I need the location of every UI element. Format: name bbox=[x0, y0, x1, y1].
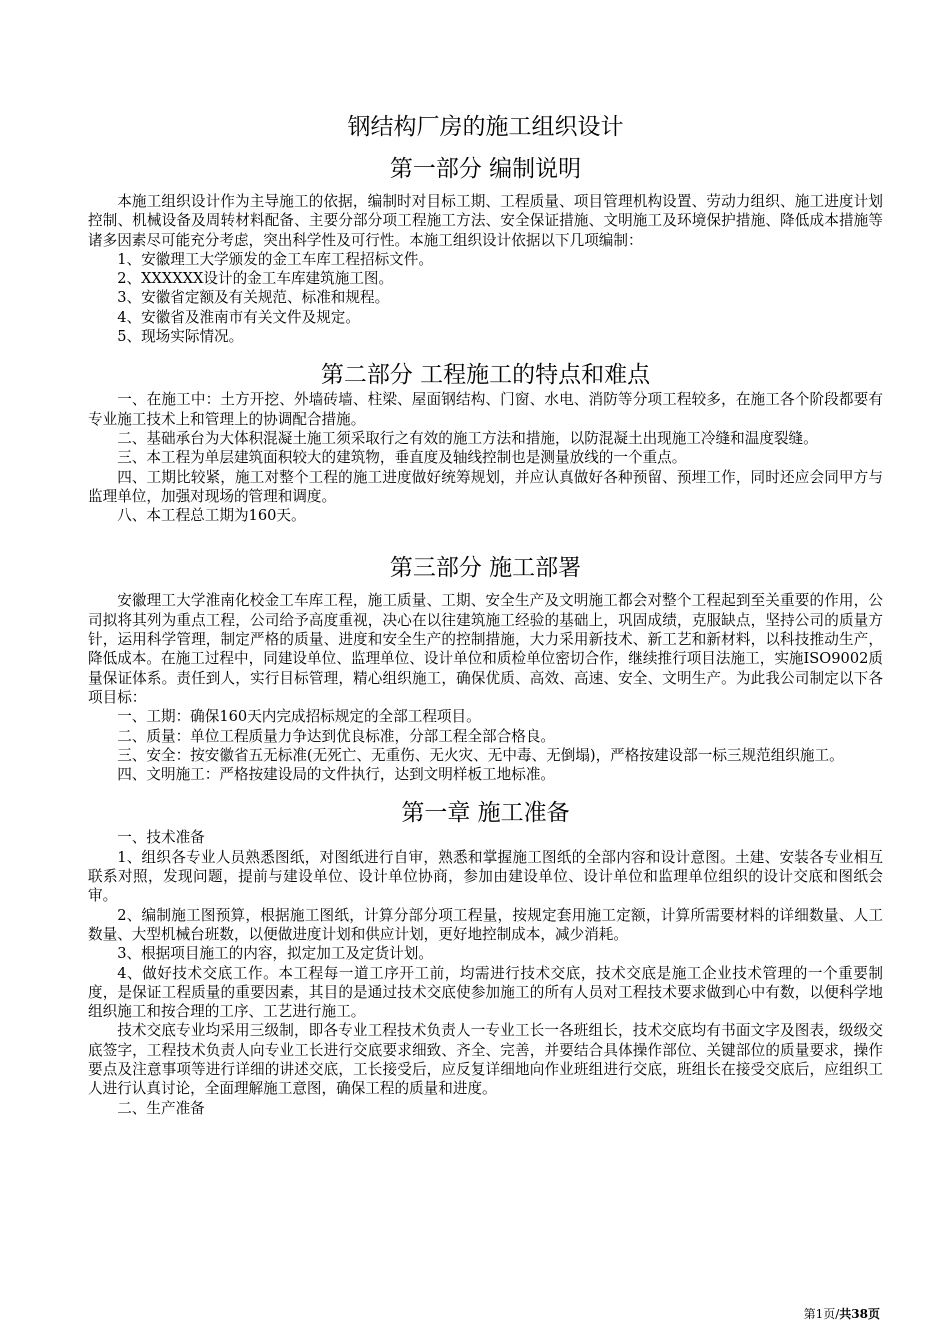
document-title: 钢结构厂房的施工组织设计 bbox=[347, 114, 624, 140]
part3-intro: 安徽理工大学淮南化校金工车库工程，施工质量、工期、安全生产及文明施工都会对整个工程起到至关重要的作用，公司拟将其列为重点工程，公司给予高度重视，决心在以往建筑施工经验的基础上，巩固成绩，克服缺点，坚持公司的质量方针，运用科学管理，制定严格的质量、进度和安全生产的控制措施，大力采用新技术、新工艺和新材料，以科技推动生产，降低成本。在施工过程中，同建设单位、监理单位、设计单位和质检单位密切合作，继续推行项目法施工，实施ISO9002质量保证体系。责任到人，实行目标管理，精心组织施工，确保优质、高效、高速、安全、文明生产。为此我公司制定以下各项目标： bbox=[88, 592, 883, 706]
page-total: 共38页 bbox=[839, 1307, 880, 1321]
chapter1-heading: 第一章 施工准备 bbox=[401, 800, 570, 827]
chapter1-subheading: 一、技术准备 bbox=[117, 829, 205, 847]
part1-item: 2、XXXXXX设计的金工车库建筑施工图。 bbox=[117, 270, 394, 288]
chapter1-item: 4、做好技术交底工作。本工程每一道工序开工前，均需进行技术交底，技术交底是施工企业技术管理的一个重要制度，是保证工程质量的重要因素，其目的是通过技术交底使参加施工的所有人员对工程技术要求做到心中有数，以便科学地组织施工和按合理的工序、工艺进行施工。 bbox=[88, 964, 883, 1021]
part1-heading: 第一部分 编制说明 bbox=[389, 156, 582, 182]
part1-item: 5、现场实际情况。 bbox=[117, 328, 244, 346]
chapter1-item: 1、组织各专业人员熟悉图纸，对图纸进行自审，熟悉和掌握施工图纸的全部内容和设计意图。土建、安装各专业相互联系对照，发现问题，提前与建设单位、设计单位协商，参加由建设单位、设计单位和监理单位组织的设计交底和图纸会审。 bbox=[88, 848, 883, 905]
part2-item: 三、本工程为单层建筑面积较大的建筑物，垂直度及轴线控制也是测量放线的一个重点。 bbox=[117, 449, 687, 467]
chapter1-subheading: 二、生产准备 bbox=[117, 1099, 205, 1117]
part3-item: 四、文明施工：严格按建设局的文件执行，达到文明样板工地标准。 bbox=[117, 766, 556, 784]
part2-item: 一、在施工中：土方开挖、外墙砖墙、柱梁、屋面钢结构、门窗、水电、消防等分项工程较多，在施工各个阶段都要有专业施工技术上和管理上的协调配合措施。 bbox=[88, 391, 883, 428]
part2-item: 四、工期比较紧，施工对整个工程的施工进度做好统筹规划，并应认真做好各种预留、预埋工作，同时还应会同甲方与监理单位，加强对现场的管理和调度。 bbox=[88, 468, 883, 505]
document-page bbox=[88, 112, 883, 1118]
part3-item: 二、质量：单位工程质量力争达到优良标准，分部工程全部合格良。 bbox=[117, 727, 556, 745]
chapter1-item: 2、编制施工图预算，根据施工图纸，计算分部分项工程量，按规定套用施工定额，计算所需要材料的详细数量、人工数量、大型机械台班数，以便做进度计划和供应计划，更好地控制成本，减少消耗。 bbox=[88, 906, 883, 943]
part1-intro: 本施工组织设计作为主导施工的依据，编制时对目标工期、工程质量、项目管理机构设置、劳动力组织、施工进度计划控制、机械设备及周转材料配备、主要分部分项工程施工方法、安全保证措施、文明施工及环境保护措施、降低成本措施等诸多因素尽可能充分考虑，突出科学性及可行性。本施工组织设计依据以下几项编制： bbox=[88, 193, 883, 249]
page-number: 第1页/ bbox=[803, 1307, 840, 1321]
part2-heading: 第二部分 工程施工的特点和难点 bbox=[320, 362, 651, 389]
part3-item: 一、工期：确保160天内完成招标规定的全部工程项目。 bbox=[117, 708, 481, 726]
chapter1-item: 3、根据项目施工的内容，拟定加工及定货计划。 bbox=[117, 945, 433, 963]
part3-heading: 第三部分 施工部署 bbox=[389, 555, 582, 582]
part2-item: 二、基础承台为大体积混凝土施工须采取行之有效的施工方法和措施，以防混凝土出现施工冷缝和温度裂缝。 bbox=[117, 429, 818, 447]
part1-item: 3、安徽省定额及有关规范、标准和规程。 bbox=[117, 289, 390, 307]
part1-item: 4、安徽省及淮南市有关文件及规定。 bbox=[117, 308, 360, 326]
page-footer bbox=[804, 1306, 880, 1322]
chapter1-item: 技术交底专业均采用三级制，即各专业工程技术负责人一专业工长一各班组长，技术交底均有书面文字及图表，级级交底签字，工程技术负责人向专业工长进行交底要求细致、齐全、完善，并要结合具体操作部位、关键部位的质量要求，操作要点及注意事项等进行详细的讲述交底，工长接受后，应反复详细地向作业班组进行交底，班组长在接受交底后，应组织工人进行认真讨论，全面理解施工意图，确保工程的质量和进度。 bbox=[88, 1022, 883, 1098]
part3-item: 三、安全：按安徽省五无标准(无死亡、无重伤、无火灾、无中毒、无倒塌)，严格按建设部一标三规范组织施工。 bbox=[117, 746, 844, 764]
part2-item: 八、本工程总工期为160天。 bbox=[117, 507, 306, 525]
part1-item: 1、安徽理工大学颁发的金工车库工程招标文件。 bbox=[117, 250, 433, 268]
